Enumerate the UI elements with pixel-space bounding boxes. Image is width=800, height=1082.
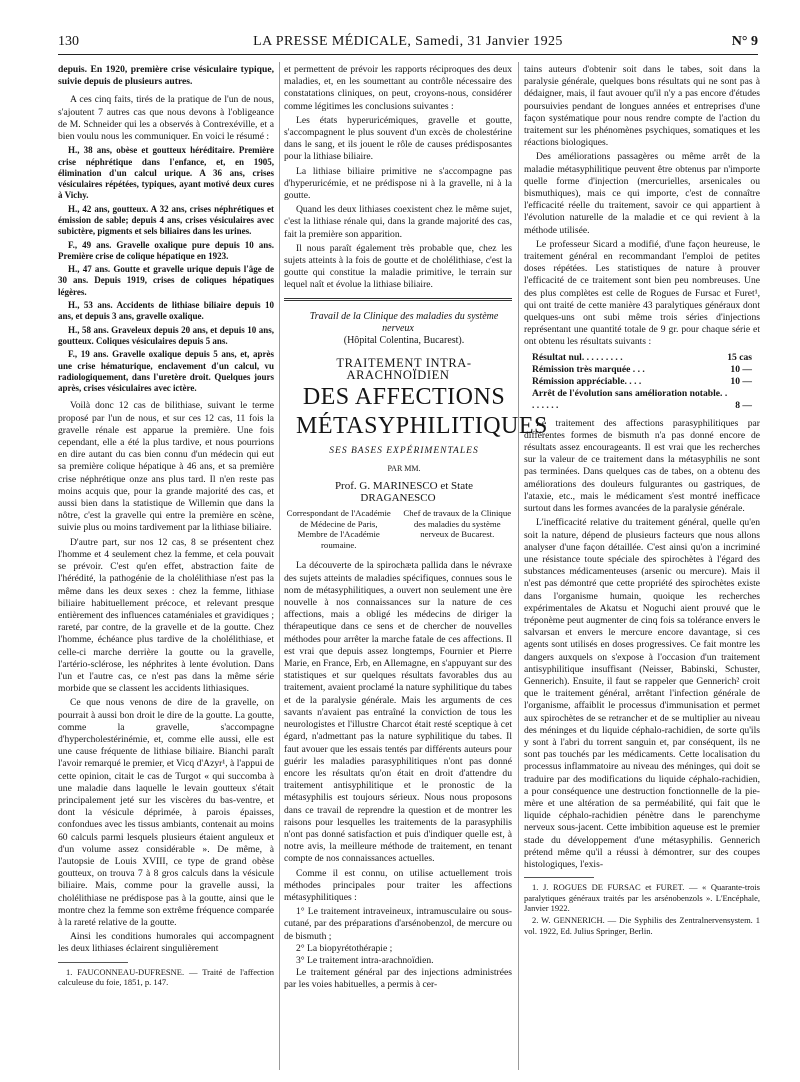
- paragraph: D'autre part, sur nos 12 cas, 8 se présentent chez l'homme et 4 seulement chez la femme, et cela pouvait se prévoir. C'est qu'en effet, abstraction faite de l'hérédité, la pathogénie de la cholélithiase n'est pas la même dans les deux sexes : chez la femme, lithiase biliaire habituellement précoce, et relevant presque entièrement des influences cataméniales et gravidiques ; rareté, par contre, de la gravelle et de la goutte. Chez l'homme, échéance plus tardive de la cholélithiase, et celle-ci marche derrière la goutte ou la gravelle, l'artério-sclérose, les néphrites à lente évolution. Dans l'un et l'autre cas, ce n'est pas dans la même série morbide que se classent les accidents lithiasiques.: [58, 536, 274, 695]
- paragraph: La lithiase biliaire primitive ne s'accompagne pas d'hyperuricémie, et ne prédispose ni à la gravelle, ni à la goutte.: [284, 165, 512, 202]
- table-row: [532, 388, 752, 412]
- paragraph: L'inefficacité relative du traitement général, quelle qu'en soit la nature, dépend de plusieurs facteurs que nous allons analyser d'une façon détaillée. C'est ainsi qu'on a incriminé une résistance toute spéciale des spirochètes à l'égard des substances médicamenteuses (arsenic ou mercure). Mais il n'est pas démontré que cette propriété des spirochètes existe dans l'organisme humain, quoique les recherches expérimentales de Akatsu et Noguchi aient prouvé que le tréponème peut augmenter de cinq fois sa tolérance envers le salvarsan et envers le mercure encore davantage, si ces agents sont utilisés en doses progressives. Ce fait montre les dangers auxquels on s'expose à l'occasion d'un traitement antisyphilitique insuffisant (Neisser, Babinski, Schuster, Gennerich). Ensuite, il faut se rappeler que Gennerich² croit que le traitement général, arrêtant l'infection générale de l'organisme, affaiblit le processus d'immunisation et permet aux spirochètes de se retrancher et de se multiplier au niveau des méninges et du liquide céphalo-rachidien, de sorte qu'ils y sont à l'abri du torrent sanguin et, par conséquent, ils ne sont pas touchés par les médicaments. Cette localisation du processus inflammatoire au niveau des méninges, qui doit se traduire par des modifications du liquide céphalo-rachidien, a pour conséquence une destruction fonctionnelle de la pie-mère et une altération de sa perméabilité, qui fait que le liquide céphalo-rachidien pénètre dans le parenchyme nerveux sous-jacent. Cette imbibition aqueuse est le premier stade du développement d'une métasyphilis. Gennerich prétend même qu'il a réussi à démontrer, sur des coupes histologiques, l'exis-: [524, 517, 760, 870]
- result-value: 10 —: [730, 375, 752, 387]
- case-summary: F., 19 ans. Gravelle oxalique depuis 5 ans, et, après une crise hématurique, enclavement d'un calcul, vu radiologiquement, dans l'uretère droit. Quelques jours après, crises vésiculaires avec ictère.: [58, 349, 274, 394]
- case-summary: F., 49 ans. Gravelle oxalique pure depuis 10 ans. Première crise de colique hépatique en 1923.: [58, 239, 274, 261]
- column-divider: [518, 62, 519, 1070]
- paragraph: Ce que nous venons de dire de la gravelle, on pourrait à aussi bon droit le dire de la goutte. La goutte, comme la gravelle, s'accompagne d'hypercholestérinémie, et, comme elle aussi, elle est une cause fréquente de lithiase biliaire. Bianchi paraît l'avoir remarqué le premier, et Vicq d'Azyr¹, à l'appui de cette opinion, citait le cas de Turgot « qui succomba à une maladie dans laquelle le levain goutteux s'était principalement jeté sur les viscères du bas-ventre, et dont la vésicule déprimée, à parois épaisses, confondues avec les tissus ambiants, contenait au moins 60 calculs parmi lesquels plusieurs étaient anguleux et d'un volume assez considérable ». De même, à l'autopsie de Louis XVIII, ce type de grand obèse goutteux, on trouva 7 à 8 gros calculs dans la vésicule biliaire. Mais, comme pour la gravelle aussi, la cholélithiase ne prédispose pas à la goutte, ainsi que le montre chez la femme son extrême fréquence comparée à la rareté relative de la goutte.: [58, 697, 274, 928]
- affiliation-left: Correspondant de l'Académie de Médecine de Paris, Membre de l'Académie roumaine.: [286, 508, 391, 550]
- paragraph: Voilà donc 12 cas de bilithiase, suivant le terme proposé par l'un de nous, et sur ces 12 cas, 11 fois la gravelle rénale est apparue la première. Une fois cependant, elle a été la plus tardive, et nous pourrions en dire autant du cas bien connu d'un médecin qui eut sa première colique hépatique à 46 ans, et sa première crise néphrétique onze ans plus tard. Il n'en reste pas moins acquis que, pour la grande majorité des cas, et aussi bien dans la statistique de Willemin que dans la nôtre, c'est la gravelle qui entre la première en scène, suivie plus ou moins tardivement par la lithiase biliaire.: [58, 400, 274, 534]
- author-affiliations: [284, 508, 512, 550]
- column-1: [58, 64, 274, 1070]
- footnote: 2. W. GENNERICH. — Die Syphilis des Zentralnervensystem. 1 vol. 1922, Ed. Julius Springer, Berlin.: [524, 915, 760, 936]
- paragraph: Il nous paraît également très probable que, chez les sujets atteints à la fois de goutte et de cholélithiase, c'est la goutte qui constitue la maladie primitive, le terrain sur lequel naît et évolue la lithiase biliaire.: [284, 242, 512, 291]
- article-title-line2: MÉTASYPHILITIQUES: [296, 413, 548, 440]
- result-label: Rémission appréciable. . . .: [532, 375, 642, 387]
- footnote: 1. FAUCONNEAU-DUFRESNE. — Traité de l'affection calculeuse du foie, 1851, p. 147.: [58, 966, 274, 987]
- paragraph: A ces cinq faits, tirés de la pratique de l'un de nous, s'ajoutent 7 autres cas que nous devons à l'obligeance de M. Schneider qui les a observés à Contrexéville, et a bien voulu nous les communiquer. En voici le résumé :: [58, 94, 274, 143]
- list-item: 3° Le traitement intra-arachnoïdien.: [296, 954, 434, 966]
- result-label: Rémission très marquée . . .: [532, 363, 645, 375]
- results-table: [532, 352, 752, 412]
- case-summary: H., 47 ans. Goutte et gravelle urique depuis l'âge de 30 ans. Depuis 1919, crises de coliques hépatiques légères.: [58, 264, 274, 297]
- article-origin: Travail de la Clinique des maladies du système nerveux: [309, 310, 499, 334]
- article-authors: Prof. G. MARINESCO et State DRAGANESCO: [334, 479, 474, 504]
- case-continuation: depuis. En 1920, première crise vésiculaire typique, suivie depuis de plusieurs autres.: [58, 64, 274, 88]
- table-row: [532, 352, 752, 364]
- paragraph: et permettent de prévoir les rapports réciproques des deux maladies, et, en les soumettant au contrôle nécessaire des constatations cliniques, on peut, croyons-nous, considérer comme légitimes les conclusions suivantes :: [284, 64, 512, 112]
- paragraph: Les états hyperuricémiques, gravelle et goutte, s'accompagnent le plus souvent d'un excès de cholestérine dans le sang, et ils jouent le rôle de causes prédisposantes pour la lithiase biliaire.: [284, 114, 512, 163]
- affiliation-right: Chef de travaux de la Clinique des maladies du système nerveux de Bucarest.: [403, 508, 512, 540]
- paragraph: Le professeur Sicard a modifié, d'une façon heureuse, le traitement général en recommandant l'emploi de petites doses répétées. Les statistiques de nature à prouver l'efficacité de ce traitement sont bien peu nombreuses. Une des plus complètes est celle de Rogues de Fursac et Furet¹, qui ont traité de cette manière 43 paralytiques généraux dont quelques-uns ont subi même trois séries d'injections représentant une quantité totale de 9 gr. pour chaque série et ont obtenu les résultats suivants :: [524, 238, 760, 348]
- column-3: [524, 64, 760, 1070]
- paragraph: Le traitement des affections parasyphilitiques par différentes formes de bismuth n'a pas donné encore de résultats assez encourageants. Il est vrai que les recherches sur la valeur de ce traitement dans la métasyphilis ne sont pas terminées. Dans quelques cas de tabes, on a obtenu des améliorations des douleurs fulgurantes ou gastriques, de l'ataxie, etc., mais le médicament s'est montré inefficace surtout dans les formes avancées de la paralysie générale.: [524, 417, 760, 515]
- list-item: 1° Le traitement intraveineux, intramusculaire ou sous-cutané, par des préparations d'arsénobenzol, de mercure ou de bismuth ;: [284, 906, 512, 942]
- paragraph: tains auteurs d'obtenir soit dans le tabes, soit dans la paralysie générale, quelques bons résultats qui ne sont pas à dédaigner, mais, il faut avouer qu'il n'y a pas encore d'études poursuivies pendant de longues années et entreprises d'une façon systématique pour nous rendre compte de l'action du traitement sur les phénomènes psychiques, somatiques et les réactions biologiques.: [524, 64, 760, 149]
- table-row: [532, 364, 752, 376]
- list-item: 2° La biopyrétothérapie ;: [296, 942, 393, 954]
- paragraph: Des améliorations passagères ou même arrêt de la maladie métasyphilitique peuvent être obtenus par n'importe quelle forme d'injection (mercurielles, arsenicales ou bismuthiques), mais ce qui importe, c'est de connaître l'efficacité réelle du traitement, savoir ce qui appartient à l'évolution naturelle de la maladie et ce qui revient à la méthode utilisée.: [524, 151, 760, 236]
- column-2: [284, 64, 548, 1070]
- article-par: PAR MM.: [387, 464, 421, 474]
- journal-title: LA PRESSE MÉDICALE, Samedi, 31 Janvier 1925: [253, 34, 563, 49]
- article-separator: [284, 298, 512, 301]
- case-summary: H., 42 ans, goutteux. A 32 ans, crises néphrétiques et émission de sable; depuis 4 ans, crises vésiculaires avec subictère, pigments et sels biliaires dans les urines.: [58, 203, 274, 237]
- footnote: 1. J. ROGUES DE FURSAC et FURET. — « Quarante-trois paralytiques généraux traités par les arsénobenzols ». L'Encéphale, Janvier 1922.: [524, 882, 760, 913]
- article-hospital: (Hôpital Colentina, Bucarest).: [343, 334, 465, 346]
- footnote-rule: [58, 962, 128, 963]
- article-pretitle: TRAITEMENT INTRA-ARACHNOÏDIEN: [336, 355, 472, 383]
- result-label: Résultat nul. . . . . . . . .: [532, 351, 623, 363]
- case-summary: H., 53 ans. Accidents de lithiase biliaire depuis 10 ans, et depuis 3 ans, gravelle oxalique.: [58, 300, 274, 322]
- page-header: [58, 34, 758, 55]
- paragraph: Quand les deux lithiases coexistent chez le même sujet, c'est la lithiase rénale qui, dans la grande majorité des cas, fait la première son apparition.: [284, 204, 512, 240]
- case-summary: H., 58 ans. Graveleux depuis 20 ans, et depuis 10 ans, goutteux. Coliques vésiculaires depuis 5 ans.: [58, 324, 274, 346]
- page-number: 130: [58, 34, 79, 49]
- table-row: [532, 376, 752, 388]
- article-title-line1: DES AFFECTIONS: [302, 384, 506, 411]
- footnote-rule: [524, 877, 594, 878]
- paragraph: La découverte de la spirochæta pallida dans le névraxe des sujets atteints de maladies spécifiques, connues sous le nom de métasyphilitiques, a ouvert non seulement une ère nouvelle à nos connaissances sur la nature de ces affections, mais a obligé les médecins de diriger la thérapeutique dans ce sens et de chercher de nouvelles méthodes pour arrêter la marche fatale de ces affections. Il est vrai que depuis assez longtemps, Fournier et Pierre Marie, en France, Erb, en Allemagne, en s'appuyant sur des statistiques et sur quelques résultats favorables dus au traitement, avaient proclamé la nature syphilitique du tabes et de la paralysie générale. Mais les arguments de ces savants n'avaient pas entraîné la conviction de tous les neurologistes et l'illustre Charcot était resté sceptique à cet égard, n'admettant pas la nature syphilitique du tabes. Il faut avouer que les essais tentés par différents auteurs pour guérir les maladies parasyphilitiques n'ont pas donné encore les résultats qu'on était en droit d'attendre du traitement antisyphilitique et le pronostic de la métasyphilis est toujours sérieux. Nous nous proposons dans ce travail de reprendre la question et de montrer les raisons pour lesquelles les traitements de la parasyphilis n'ont pas donné satisfaction et puis d'indiquer quelle est, à notre avis, la meilleure méthode de traitement, en tenant compte de nos connaissances actuelles.: [284, 560, 512, 865]
- paragraph: Comme il est connu, on utilise actuellement trois méthodes principales pour traiter les affections métasyphilitiques :: [284, 867, 512, 903]
- article-subtitle: SES BASES EXPÉRIMENTALES: [329, 446, 479, 457]
- result-value: 15 cas: [727, 351, 752, 363]
- case-summary: H., 38 ans, obèse et goutteux héréditaire. Première crise néphrétique dans l'enfance, et, en 1905, élimination d'un calcul urique. A 36 ans, crises vésiculaires répétées, typiques, ayant motivé deux cures à Vichy.: [58, 145, 274, 201]
- result-value: 8 —: [735, 399, 752, 411]
- result-label: Arrêt de l'évolution sans amélioration notable. . . . . . . .: [532, 387, 728, 411]
- paragraph: Le traitement général par des injections administrées par les voies habituelles, a permis à cer-: [284, 967, 512, 991]
- issue-number: N° 9: [731, 34, 758, 49]
- column-divider: [279, 62, 280, 1070]
- result-value: 10 —: [730, 363, 752, 375]
- paragraph: Ainsi les conditions humorales qui accompagnent les deux lithiases éclairent singulièrement: [58, 931, 274, 955]
